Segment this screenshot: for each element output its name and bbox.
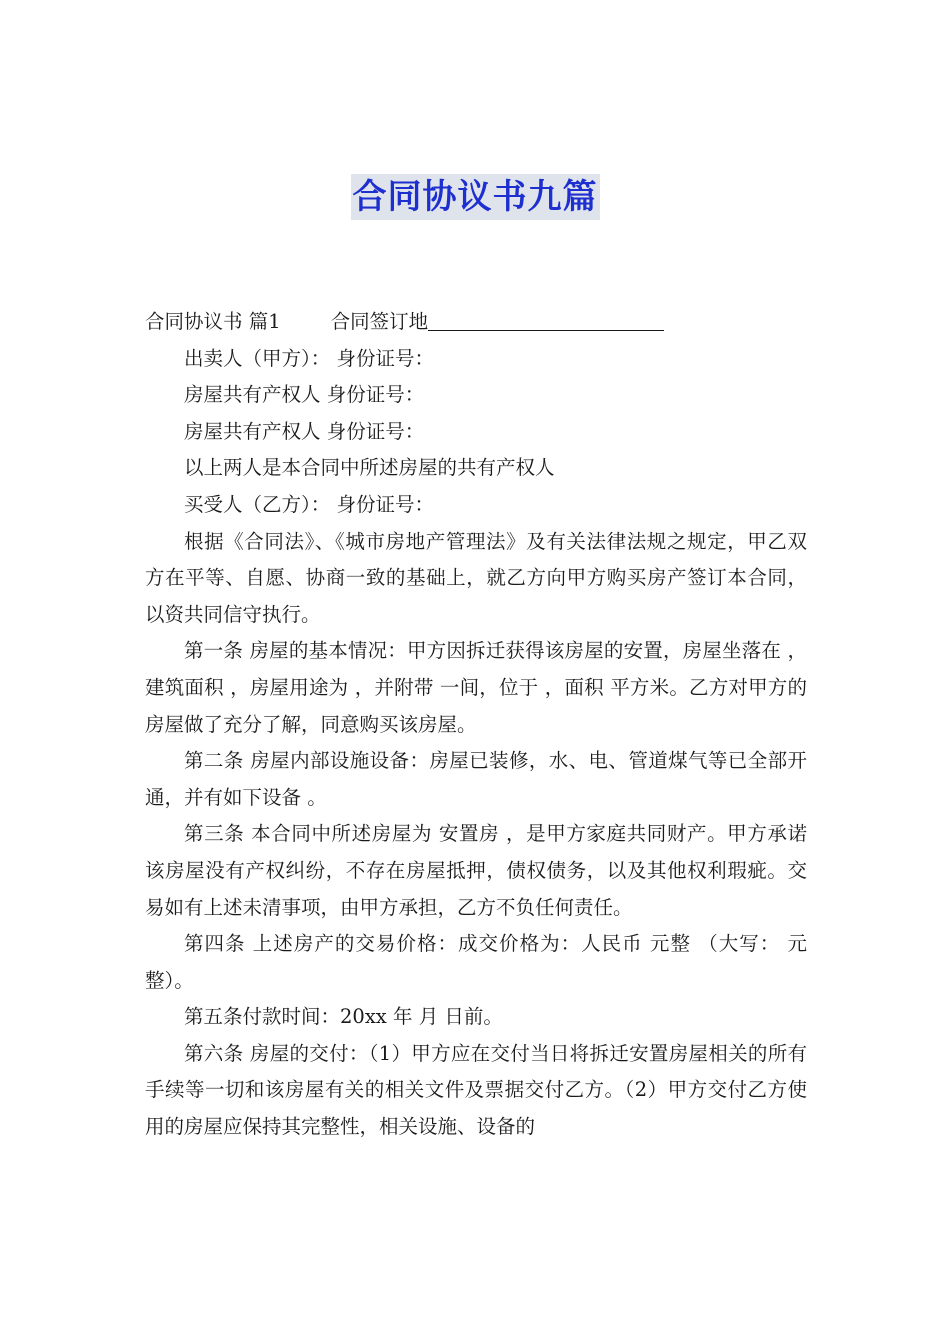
sign-place-label: 合同签订地 (330, 310, 429, 333)
paragraph: 第二条 房屋内部设施设备：房屋已装修，水、电、管道煤气等已全部开通，并有如下设备 。 (145, 749, 807, 809)
paragraph: 第四条 上述房产的交易价格：成交价格为：人民币 元整 （大写： 元整）。 (145, 932, 807, 992)
paragraph: 根据《合同法》、《城市房地产管理法》及有关法律法规之规定，甲乙双方在平等、自愿、协商一致的基础上，就乙方向甲方购买房产签订本合同，以资共同信守执行。 (145, 529, 807, 626)
header-line (145, 304, 807, 341)
contract-section-label: 合同协议书 篇1 (145, 310, 281, 333)
paragraph: 第五条付款时间：20xx 年 月 日前。 (184, 1005, 503, 1029)
title-container (0, 174, 950, 220)
paragraph: 第一条 房屋的基本情况：甲方因拆迁获得该房屋的安置，房屋坐落在 ，建筑面积 ，房屋用途为 ，并附带 一间，位于 ，面积 平方米。乙方对甲方的房屋做了充分了解，同意购买该房屋。 (145, 639, 807, 736)
document-title: 合同协议书九篇 (351, 174, 600, 220)
document-body (145, 304, 807, 1146)
paragraph: 房屋共有产权人 身份证号： (184, 383, 425, 407)
paragraph: 出卖人（甲方）： 身份证号： (184, 346, 434, 370)
paragraph: 第三条 本合同中所述房屋为 安置房 ，是甲方家庭共同财产。甲方承诺该房屋没有产权纠纷，不存在房屋抵押，债权债务，以及其他权利瑕疵。交易如有上述未清事项，由甲方承担，乙方不负任何责任。 (145, 822, 807, 919)
paragraph: 房屋共有产权人 身份证号： (184, 419, 425, 443)
paragraph: 以上两人是本合同中所述房屋的共有产权人 (184, 456, 555, 480)
sign-place-blank (428, 308, 664, 331)
paragraph: 第六条 房屋的交付：（1）甲方应在交付当日将拆迁安置房屋相关的所有手续等一切和该房屋有关的相关文件及票据交付乙方。（2）甲方交付乙方使用的房屋应保持其完整性，相关设施、设备的 (145, 1041, 807, 1139)
paragraph: 买受人（乙方）： 身份证号： (184, 492, 434, 516)
